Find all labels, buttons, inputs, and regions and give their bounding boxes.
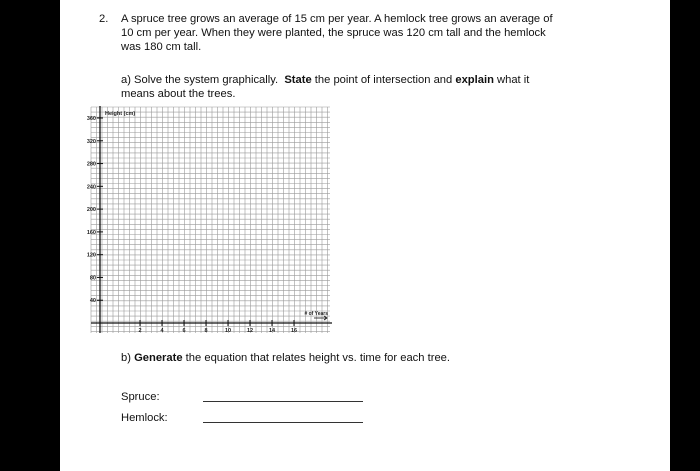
x-tick-label: 12 [246, 328, 254, 334]
question-stem-line-1: A spruce tree grows an average of 15 cm per year. A hemlock tree grows an average of [121, 13, 553, 25]
x-tick-label: 6 [182, 328, 186, 334]
y-tick-label: 80 [89, 275, 96, 282]
question-number: 2. [99, 13, 109, 25]
part-a-suffix: what it [493, 74, 530, 86]
x-tick-label: 2 [138, 328, 142, 334]
part-b-bold-generate: Generate [134, 352, 183, 364]
x-tick-label: 4 [160, 328, 164, 334]
part-a-bold-state: State [284, 74, 312, 86]
part-a-bold-explain: explain [455, 74, 494, 86]
y-tick-label: 40 [89, 298, 96, 305]
question-stem-line-2: 10 cm per year. When they were planted, the spruce was 120 cm tall and the hemlock [121, 27, 546, 39]
part-b-instruction [121, 351, 450, 365]
part-a-instruction-line-2: means about the trees. [121, 88, 236, 100]
spruce-answer-blank[interactable] [203, 401, 363, 402]
x-tick-label: 10 [224, 328, 232, 334]
y-tick-label: 320 [86, 138, 96, 145]
part-b-suffix: the equation that relates height vs. time for each tree. [182, 352, 450, 364]
y-tick-label: 200 [86, 207, 96, 214]
part-a-middle: the point of intersection and [311, 74, 456, 86]
x-tick-label: 8 [204, 328, 208, 334]
y-axis-label: Height (cm) [105, 111, 136, 117]
y-tick-label: 360 [86, 116, 96, 122]
hemlock-answer-blank[interactable] [203, 422, 363, 423]
x-tick-label: 14 [268, 328, 276, 334]
y-tick-label: 280 [86, 161, 96, 168]
worksheet-page [60, 0, 670, 471]
hemlock-label: Hemlock: [121, 412, 168, 424]
coordinate-grid[interactable] [60, 0, 670, 340]
y-tick-label: 120 [86, 252, 96, 259]
spruce-label: Spruce: [121, 391, 160, 403]
part-b-prefix: b) [121, 352, 135, 364]
part-a-prefix: a) Solve the system graphically. [121, 74, 279, 86]
y-tick-label: 160 [86, 229, 96, 236]
y-tick-label: 240 [86, 184, 96, 191]
x-tick-label: 16 [290, 328, 298, 334]
question-stem-line-3: was 180 cm tall. [121, 41, 202, 53]
x-axis-label: # of Years [304, 311, 328, 317]
